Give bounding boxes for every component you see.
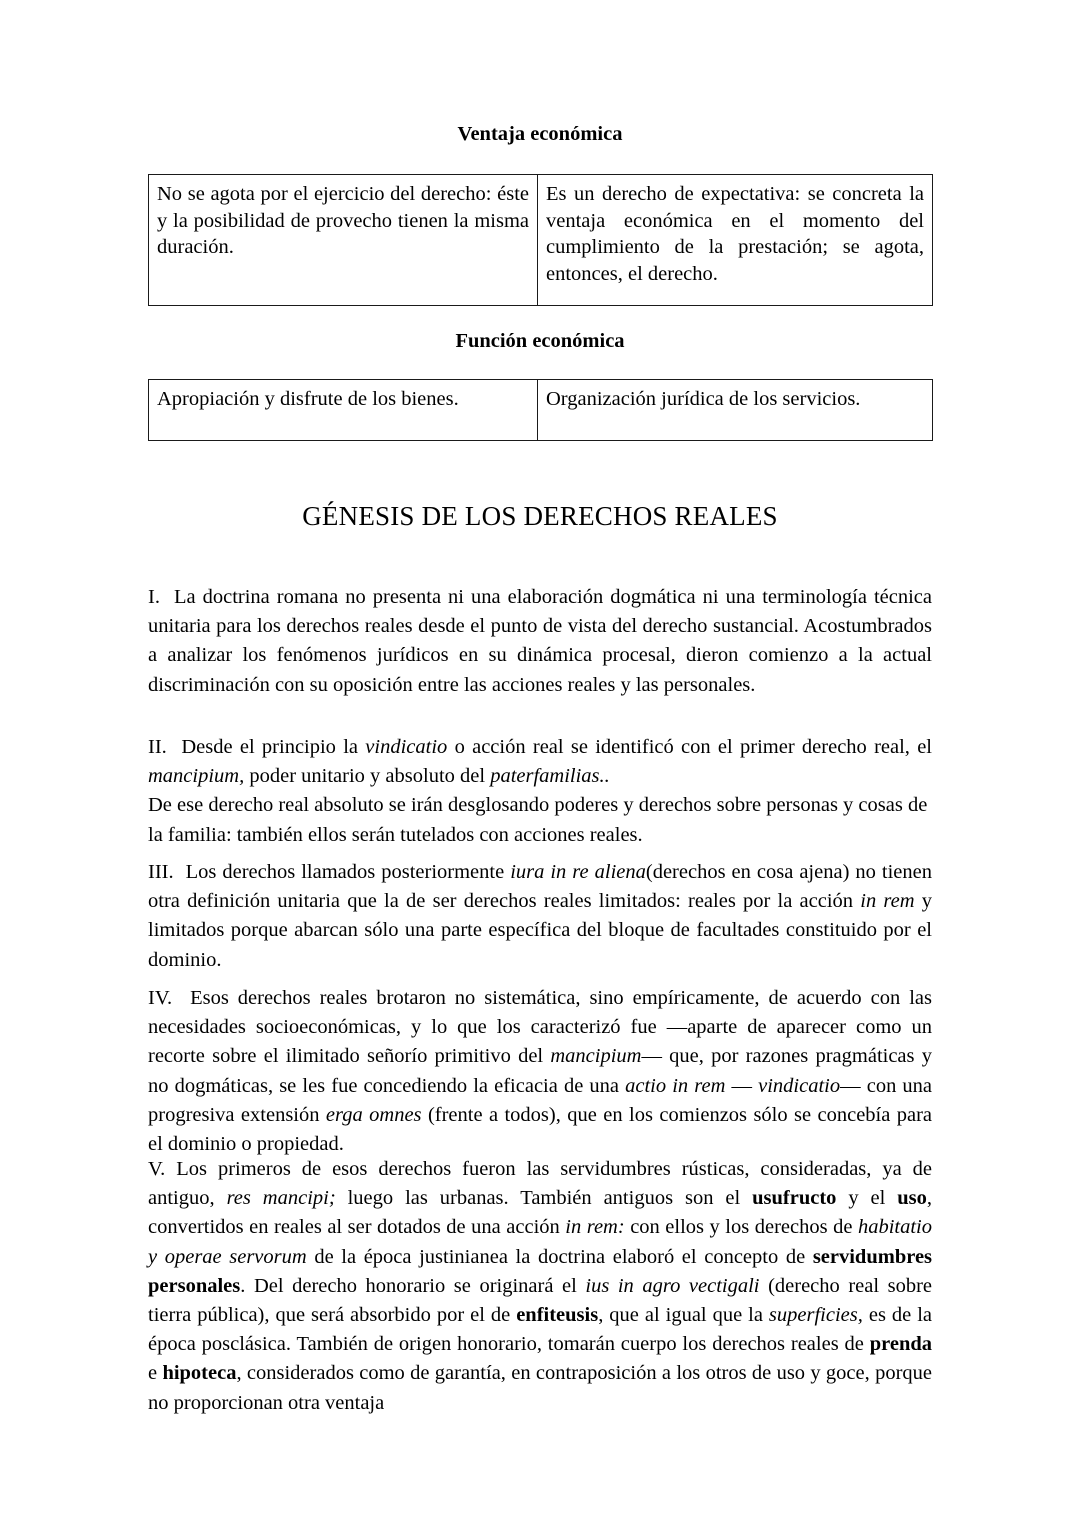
paragraph-three-text-2: (derechos en cosa ajena) no tienen otra definición unitaria que la de ser derechos reales limitados: reales por la acción: [148, 861, 932, 913]
paragraph-five-italic-ius-in-agro-vectigali: ius in agro vectigali: [585, 1274, 760, 1297]
paragraph-five: [148, 1155, 932, 1418]
table-one-cell-right: [538, 175, 933, 306]
table-two-cell-right: [538, 380, 933, 441]
table-one-cell-right-text: Es un derecho de expectativa: se concreta la ventaja económica en el momento del cumplimiento de la prestación; se agota, entonces, el derecho.: [546, 183, 924, 285]
paragraph-five-text-1: Los primeros de esos derechos fueron las servidumbres rústicas, consideradas, ya de antiguo,: [148, 1158, 932, 1210]
paragraph-two-text-b: De ese derecho real absoluto se irán desglosando poderes y derechos sobre personas y cosas de la familia: también ellos serán tutelados con acciones reales.: [148, 794, 928, 846]
table-row: [149, 175, 933, 306]
paragraph-four-marker: IV.: [148, 987, 173, 1009]
table-two-caption: Función económica: [455, 330, 625, 352]
page-title: GÉNESIS DE LOS DERECHOS REALES: [302, 501, 778, 531]
paragraph-three-italic-in-rem: in rem: [860, 890, 915, 913]
paragraph-four-text-3: —: [731, 1074, 753, 1097]
paragraph-three-italic-iura-in-re-aliena: iura in re aliena: [510, 861, 646, 883]
paragraph-five-text-4: , convertidos en reales al ser dotados de una acción: [148, 1187, 933, 1239]
paragraph-two-text-a1: Desde el principio la: [181, 736, 359, 758]
paragraph-four-italic-mancipium: mancipium: [550, 1045, 642, 1068]
paragraph-three-marker: III.: [148, 861, 174, 883]
paragraph-three: [148, 858, 932, 975]
table-one-cell-left-text: No se agota por el ejercicio del derecho: éste y la posibilidad de provecho tienen la misma duración.: [157, 183, 529, 259]
table-two: [148, 379, 933, 441]
paragraph-four-italic-vindicatio: vindicatio: [758, 1074, 841, 1097]
paragraph-four-text-5: (frente a todos), que en los comienzos sólo se concebía para el dominio o propiedad.: [148, 1103, 933, 1156]
paragraph-five-text-9: , que al igual que la: [598, 1304, 763, 1327]
paragraph-five-text-7: . Del derecho honorario se originará el: [240, 1274, 577, 1297]
paragraph-four-italic-erga-omnes: erga omnes: [325, 1103, 422, 1126]
paragraph-five-text-2: luego las urbanas. También antiguos son el: [347, 1187, 741, 1210]
page-title-wrapper: [148, 500, 932, 532]
paragraph-five-text-8: (derecho real sobre tierra pública), que será absorbido por el de: [148, 1274, 933, 1327]
paragraph-two-first-block: [148, 733, 932, 791]
table-two-cell-left: [149, 380, 538, 441]
paragraph-two-italic-vindicatio: vindicatio: [365, 736, 448, 758]
paragraph-five-bold-usufructo: usufructo: [752, 1187, 837, 1210]
paragraph-four-text-4: — con una progresiva extensión: [148, 1074, 933, 1126]
paragraph-five-italic-res-mancipi: res mancipi;: [226, 1187, 336, 1210]
paragraph-five-text-10: es de la época posclásica. También de origen honorario, tomarán cuerpo los derechos reales de: [148, 1304, 932, 1356]
funcion-economica-block: [148, 329, 932, 354]
paragraph-four-italic-actio-in-rem: actio in rem: [625, 1074, 726, 1097]
table-one-cell-left: [149, 175, 538, 306]
paragraph-two-italic-mancipium: mancipium,: [148, 765, 245, 788]
paragraph-five-text-5: con ellos y los derechos de: [630, 1216, 853, 1239]
paragraph-five-bold-prenda: prenda: [869, 1333, 932, 1356]
paragraph-five-text-6: de la época justinianea la doctrina elaboró el concepto de: [314, 1245, 806, 1268]
paragraph-three-text-1: Los derechos llamados posteriormente: [185, 861, 505, 883]
paragraph-two-italic-paterfamilias: paterfamilias..: [490, 765, 610, 788]
table-row: [149, 380, 933, 441]
table-two-cell-left-text: Apropiación y disfrute de los bienes.: [157, 388, 459, 410]
paragraph-one: [148, 583, 932, 700]
paragraph-four-text-1: Esos derechos reales brotaron no sistemática, sino empíricamente, de acuerdo con las necesidades socioeconómicas, y lo que los caracterizó fue —aparte de aparecer como un recorte sobre el ilimitado señorío primitivo del: [148, 987, 933, 1068]
paragraph-three-text-3: y limitados porque abarcan sólo una parte específica del bloque de facultades constituido por el dominio.: [148, 890, 933, 971]
table-two-wrapper: [148, 379, 932, 441]
paragraph-five-italic-habitatio-operae-servorum: habitatio y operae servorum: [148, 1216, 932, 1268]
paragraph-two-second-block: [148, 791, 932, 849]
table-two-cell-right-text: Organización jurídica de los servicios.: [546, 388, 861, 410]
table-one: [148, 174, 933, 306]
paragraph-five-bold-servidumbres-personales: servidumbres personales: [148, 1245, 933, 1297]
paragraph-two-text-a2: o acción real se identificó con el primer derecho real, el: [454, 736, 932, 758]
paragraph-one-text: La doctrina romana no presenta ni una elaboración dogmática ni una terminología técnica unitaria para los derechos reales desde el punto de vista del derecho sustancial. Acostumbrados a analizar los fenómenos jurídicos en su dinámica procesal, dieron comienzo a la actual discriminación con su oposición entre las acciones reales y las personales.: [148, 586, 932, 696]
paragraph-one-marker: I.: [148, 586, 160, 608]
paragraph-two-marker: II.: [148, 736, 167, 758]
paragraph-five-text-12: , considerados como de garantía, en contraposición a los otros de uso y goce, porque no proporcionan otra ventaja: [148, 1362, 932, 1414]
paragraph-five-marker: V.: [148, 1158, 166, 1180]
paragraph-four: [148, 984, 932, 1159]
ventaja-economica-block: [148, 122, 932, 147]
paragraph-five-bold-hipoteca: hipoteca: [162, 1362, 237, 1385]
paragraph-two: [148, 733, 932, 850]
paragraph-five-text-3: y el: [848, 1187, 886, 1210]
table-one-wrapper: [148, 174, 932, 306]
paragraph-four-text-2: — que, por razones pragmáticas y no dogmáticas, se les fue concediendo la eficacia de una: [148, 1045, 932, 1097]
paragraph-five-italic-in-rem: in rem:: [565, 1216, 625, 1239]
table-one-caption: Ventaja económica: [457, 123, 623, 145]
paragraph-two-text-a3: poder unitario y absoluto del: [249, 765, 486, 788]
paragraph-five-italic-superficies: superficies,: [768, 1304, 863, 1327]
paragraph-five-bold-enfiteusis: enfiteusis: [516, 1304, 599, 1327]
paragraph-five-bold-uso: uso: [897, 1187, 927, 1210]
paragraph-five-text-11: e: [148, 1362, 158, 1385]
